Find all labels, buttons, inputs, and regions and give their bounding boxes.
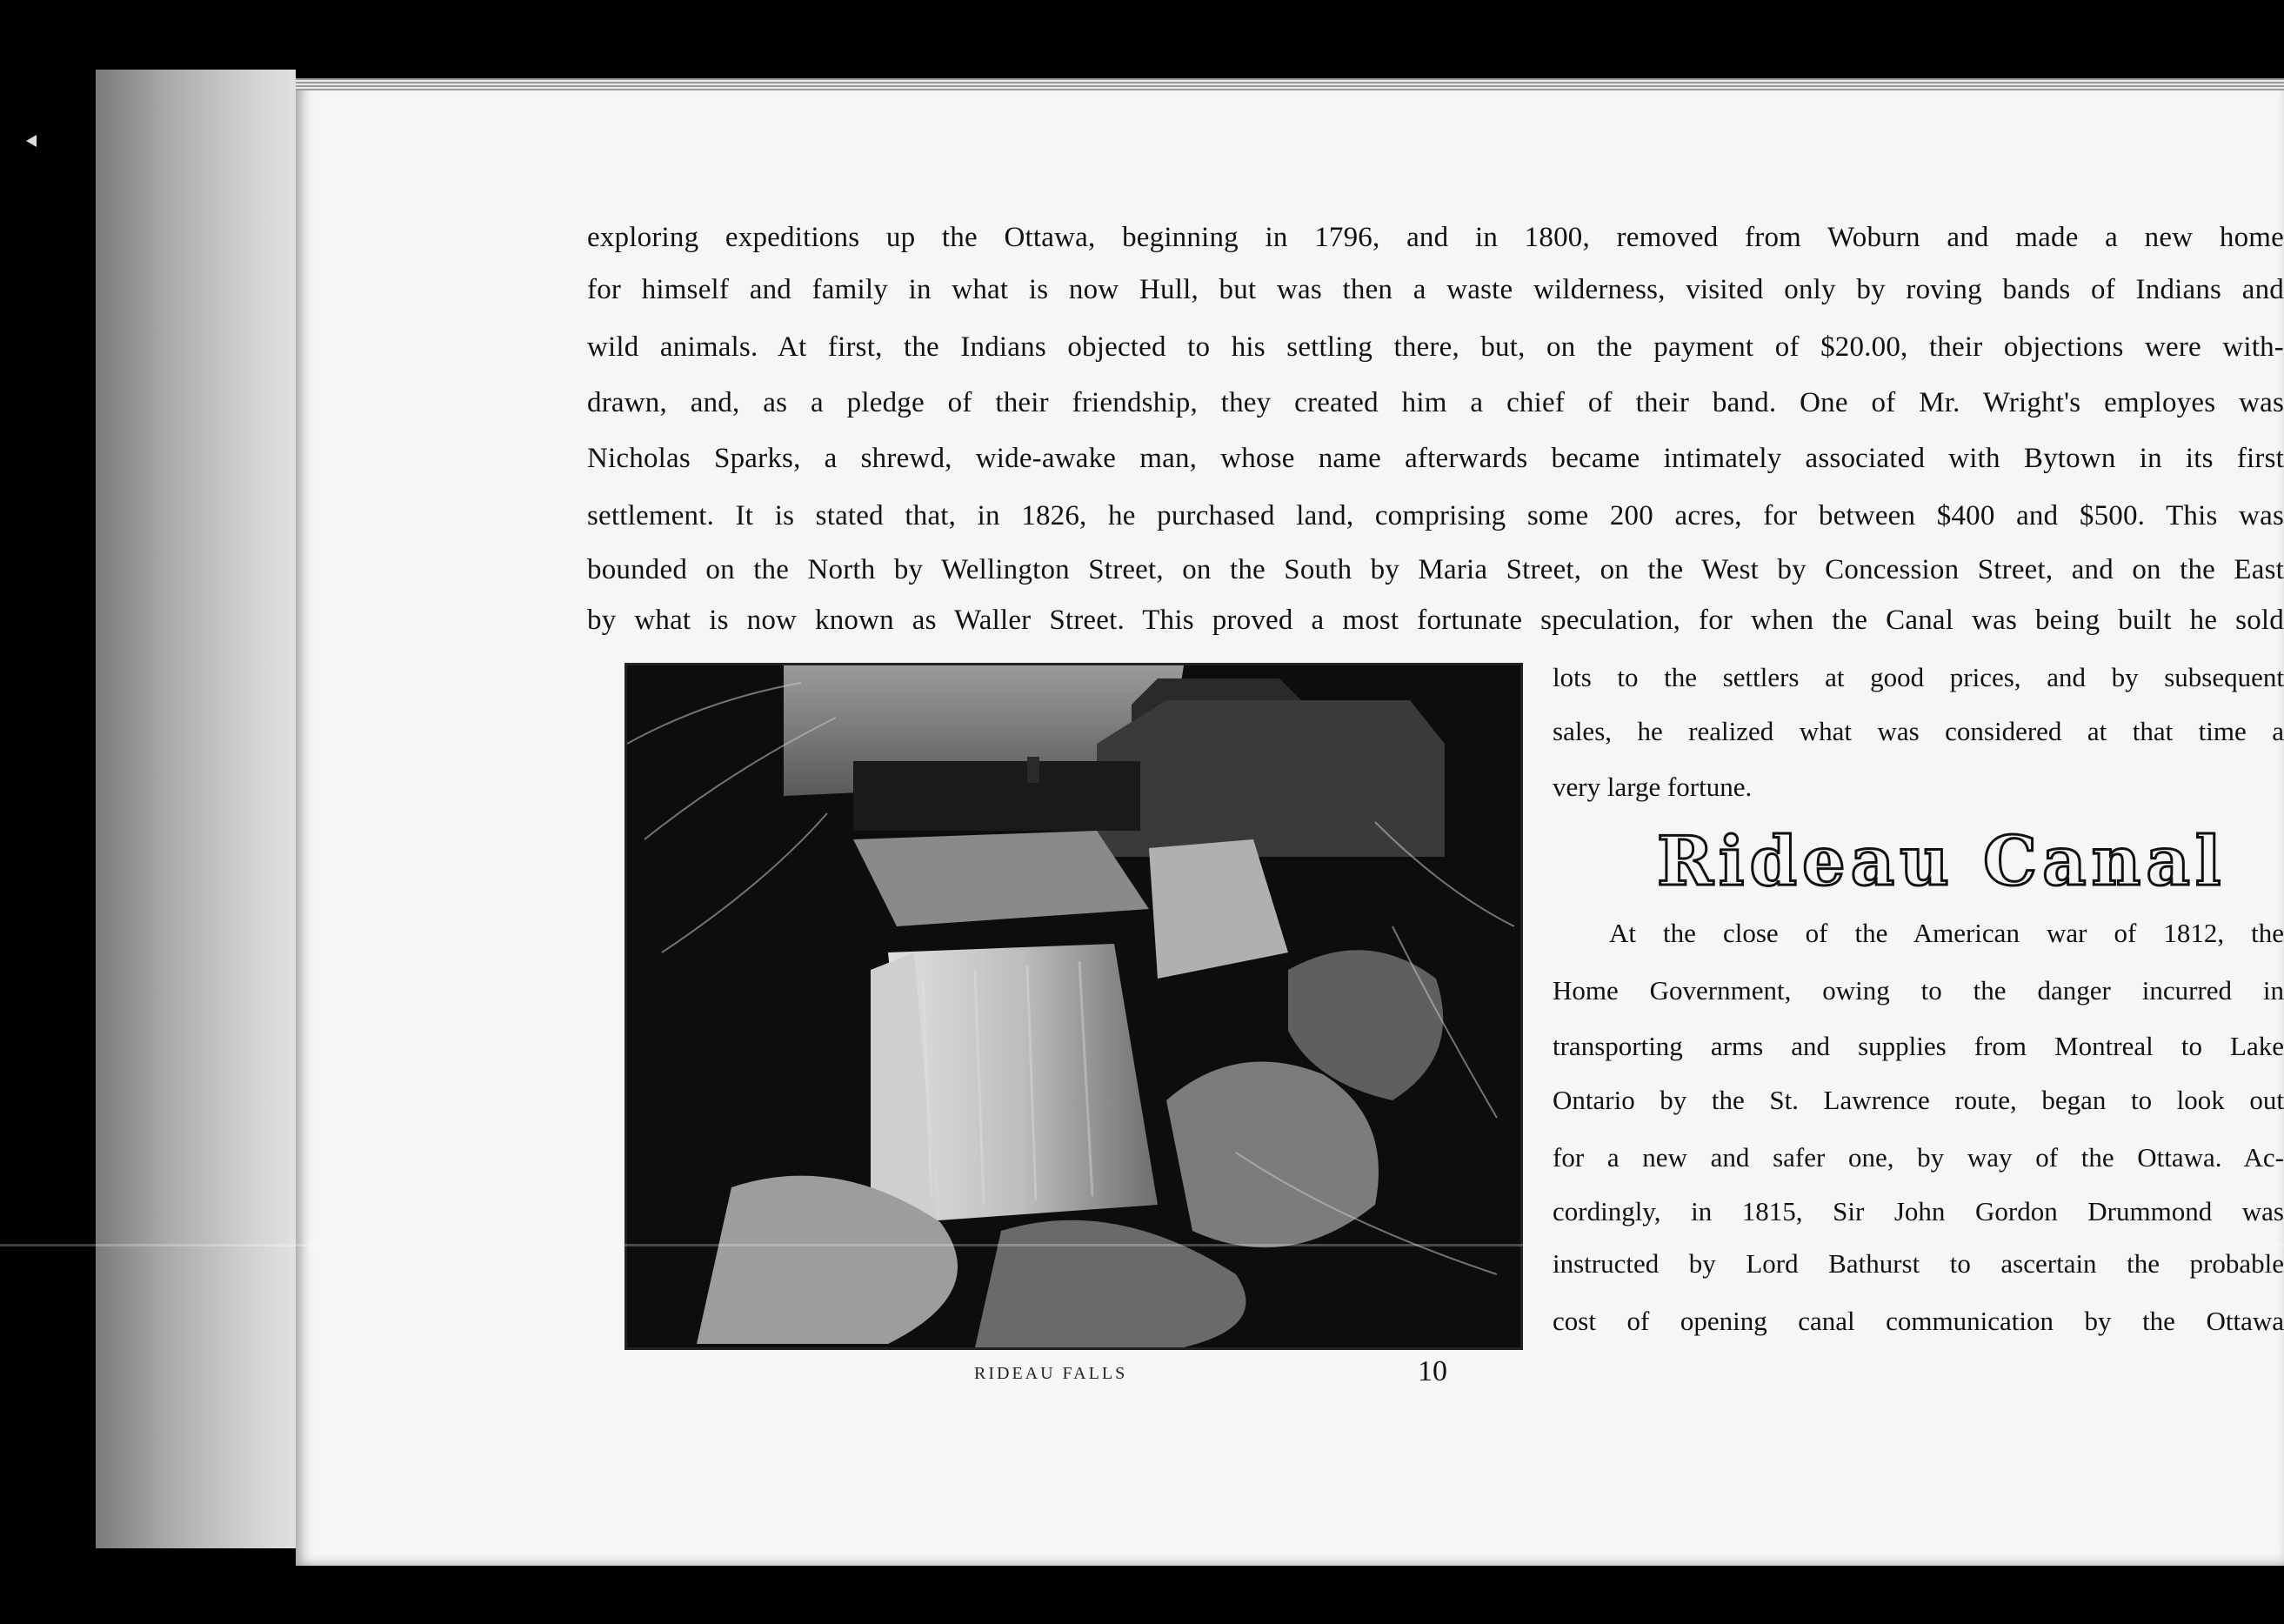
section-heading: Rideau Canal — [1657, 822, 2227, 901]
text-line: Home Government, owing to the danger incurred in — [1553, 975, 2284, 1006]
text-line: very large fortune. — [1553, 772, 1753, 802]
scan-scratch-line — [0, 1244, 2284, 1246]
text-line: wild animals. At first, the Indians objected to his settling there, but, on the payment of $20.00, their objections were with- — [587, 331, 2284, 363]
text-line: Ontario by the St. Lawrence route, began to look out — [1553, 1085, 2284, 1115]
text-line: bounded on the North by Wellington Street, on the South by Maria Street, on the West by Concession Street, and on the East — [587, 554, 2284, 585]
rideau-falls-photo — [624, 663, 1523, 1350]
page-edge-left — [96, 70, 296, 1548]
scan-edge-mark — [26, 135, 37, 147]
text-line: exploring expeditions up the Ottawa, beginning in 1796, and in 1800, removed from Woburn and made a new home — [587, 222, 2284, 253]
page-number: 10 — [1418, 1355, 1447, 1387]
photo-caption: RIDEAU FALLS — [974, 1364, 1128, 1383]
text-line: for a new and safer one, by way of the Ottawa. Ac- — [1553, 1142, 2284, 1173]
text-line: sales, he realized what was considered at that time a — [1553, 716, 2284, 746]
text-line: instructed by Lord Bathurst to ascertain the probable — [1553, 1248, 2284, 1279]
text-line: by what is now known as Waller Street. This proved a most fortunate speculation, for when the Canal was being built he sold — [587, 605, 2284, 636]
text-line: At the close of the American war of 1812, the — [1609, 918, 2284, 948]
text-line: lots to the settlers at good prices, and by subsequent — [1553, 662, 2284, 692]
text-line: settlement. It is stated that, in 1826, he purchased land, comprising some 200 acres, for between $400 and $500. This was — [587, 500, 2284, 531]
text-line: cost of opening canal communication by the Ottawa — [1553, 1306, 2284, 1336]
text-line: for himself and family in what is now Hull, but was then a waste wilderness, visited only by roving bands of Indians and — [587, 274, 2284, 305]
text-line: Nicholas Sparks, a shrewd, wide-awake man, whose name afterwards became intimately associated with Bytown in its first — [587, 443, 2284, 474]
text-line: cordingly, in 1815, Sir John Gordon Drummond was — [1553, 1196, 2284, 1226]
text-line: drawn, and, as a pledge of their friendship, they created him a chief of their band. One of Mr. Wright's employes was — [587, 387, 2284, 418]
text-line: transporting arms and supplies from Montreal to Lake — [1553, 1031, 2284, 1061]
